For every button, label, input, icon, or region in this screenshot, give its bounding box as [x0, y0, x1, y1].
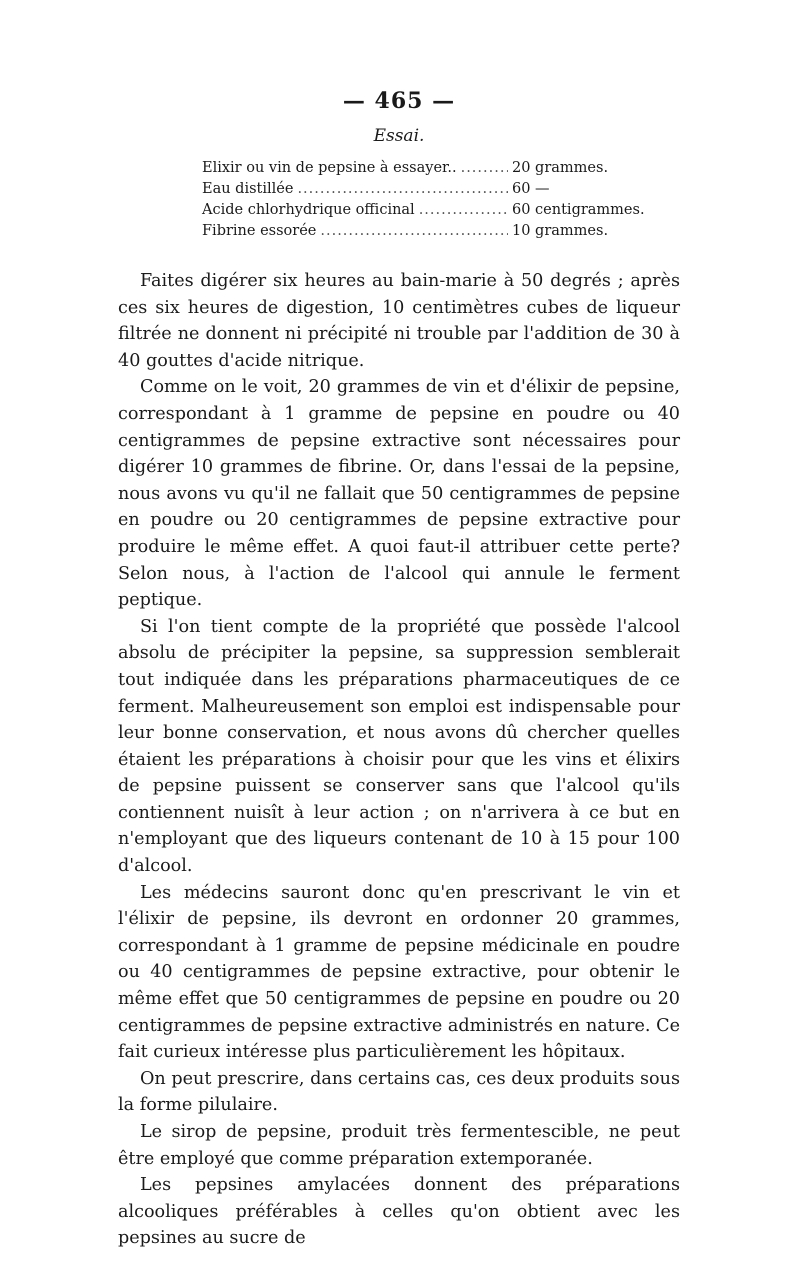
recipe-row	[202, 200, 662, 221]
recipe-row	[202, 158, 662, 179]
dot-leader	[320, 221, 508, 242]
paragraph: On peut prescrire, dans certains cas, ces deux produits sous la forme pilulaire.	[118, 1068, 680, 1116]
paragraph: Les médecins sauront donc qu'en prescrivant le vin et l'élixir de pepsine, ils devront en ordonner 20 grammes, correspondant à 1 gramme de pepsine médicinale en poudre ou 40 centigrammes de pepsine extractive, pour obtenir le même effet que 50 centigrammes de pepsine en poudre ou 20 centigrammes de pepsine extractive administrés en nature. Ce fait curieux intéresse plus particulièrement les hôpitaux.	[118, 882, 680, 1063]
recipe-quantity: 60 centigrammes.	[512, 202, 645, 218]
paragraph: Comme on le voit, 20 grammes de vin et d'élixir de pepsine, correspondant à 1 gramme de pepsine en poudre ou 40 centigrammes de pepsine extractive sont nécessaires pour digérer 10 grammes de fibrine. Or, dans l'essai de la pepsine, nous avons vu qu'il ne fallait que 50 centigrammes de pepsine en poudre ou 20 centigrammes de pepsine extractive pour produire le même effet. A quoi faut-il attribuer cette perte? Selon nous, à l'action de l'alcool qui annule le ferment peptique.	[118, 377, 680, 611]
recipe-item: Eau distillée	[202, 181, 294, 197]
recipe-item: Elixir ou vin de pepsine à essayer..	[202, 160, 457, 176]
dot-leader	[461, 158, 508, 179]
paragraph: Le sirop de pepsine, produit très fermentescible, ne peut être employé que comme préparation extemporanée.	[118, 1122, 680, 1169]
page-number: — 465 —	[342, 88, 456, 114]
recipe-item: Acide chlorhydrique officinal	[202, 202, 415, 218]
paragraph: Faites digérer six heures au bain-marie à 50 degrés ; après ces six heures de digestion, 10 centimètres cubes de liqueur filtrée ne donnent ni précipité ni trouble par l'addition de 30 à 40 gouttes d'acide nitrique.	[118, 271, 680, 371]
book-page	[118, 88, 680, 1252]
recipe-quantity: 60 —	[512, 181, 550, 197]
dot-leader	[419, 200, 508, 221]
paragraph: Si l'on tient compte de la propriété que possède l'alcool absolu de précipiter la pepsine, sa suppression semblerait tout indiquée dans les préparations pharmaceutiques de ce ferment. Malheureusement son emploi est indispensable pour leur bonne conservation, et nous avons dû chercher quelles étaient les préparations à choisir pour que les vins et élixirs de pepsine puissent se conserver sans que l'alcool qu'ils contiennent nuisît à leur action ; on n'arrivera à ce but en n'employant que des liqueurs contenant de 10 à 15 pour 100 d'alcool.	[118, 616, 680, 877]
recipe-row	[202, 221, 662, 242]
section-title: Essai.	[373, 126, 425, 146]
recipe-quantity: 20 grammes.	[512, 160, 609, 176]
dot-leader	[297, 179, 508, 200]
paragraph: Les pepsines amylacées donnent des préparations alcooliques préférables à celles qu'on obtient avec les pepsines au sucre de	[118, 1175, 680, 1249]
recipe-list	[202, 158, 662, 242]
recipe-item: Fibrine essorée	[202, 223, 317, 239]
recipe-quantity: 10 grammes.	[512, 223, 609, 239]
recipe-row	[202, 179, 662, 200]
body-text	[118, 268, 680, 1252]
